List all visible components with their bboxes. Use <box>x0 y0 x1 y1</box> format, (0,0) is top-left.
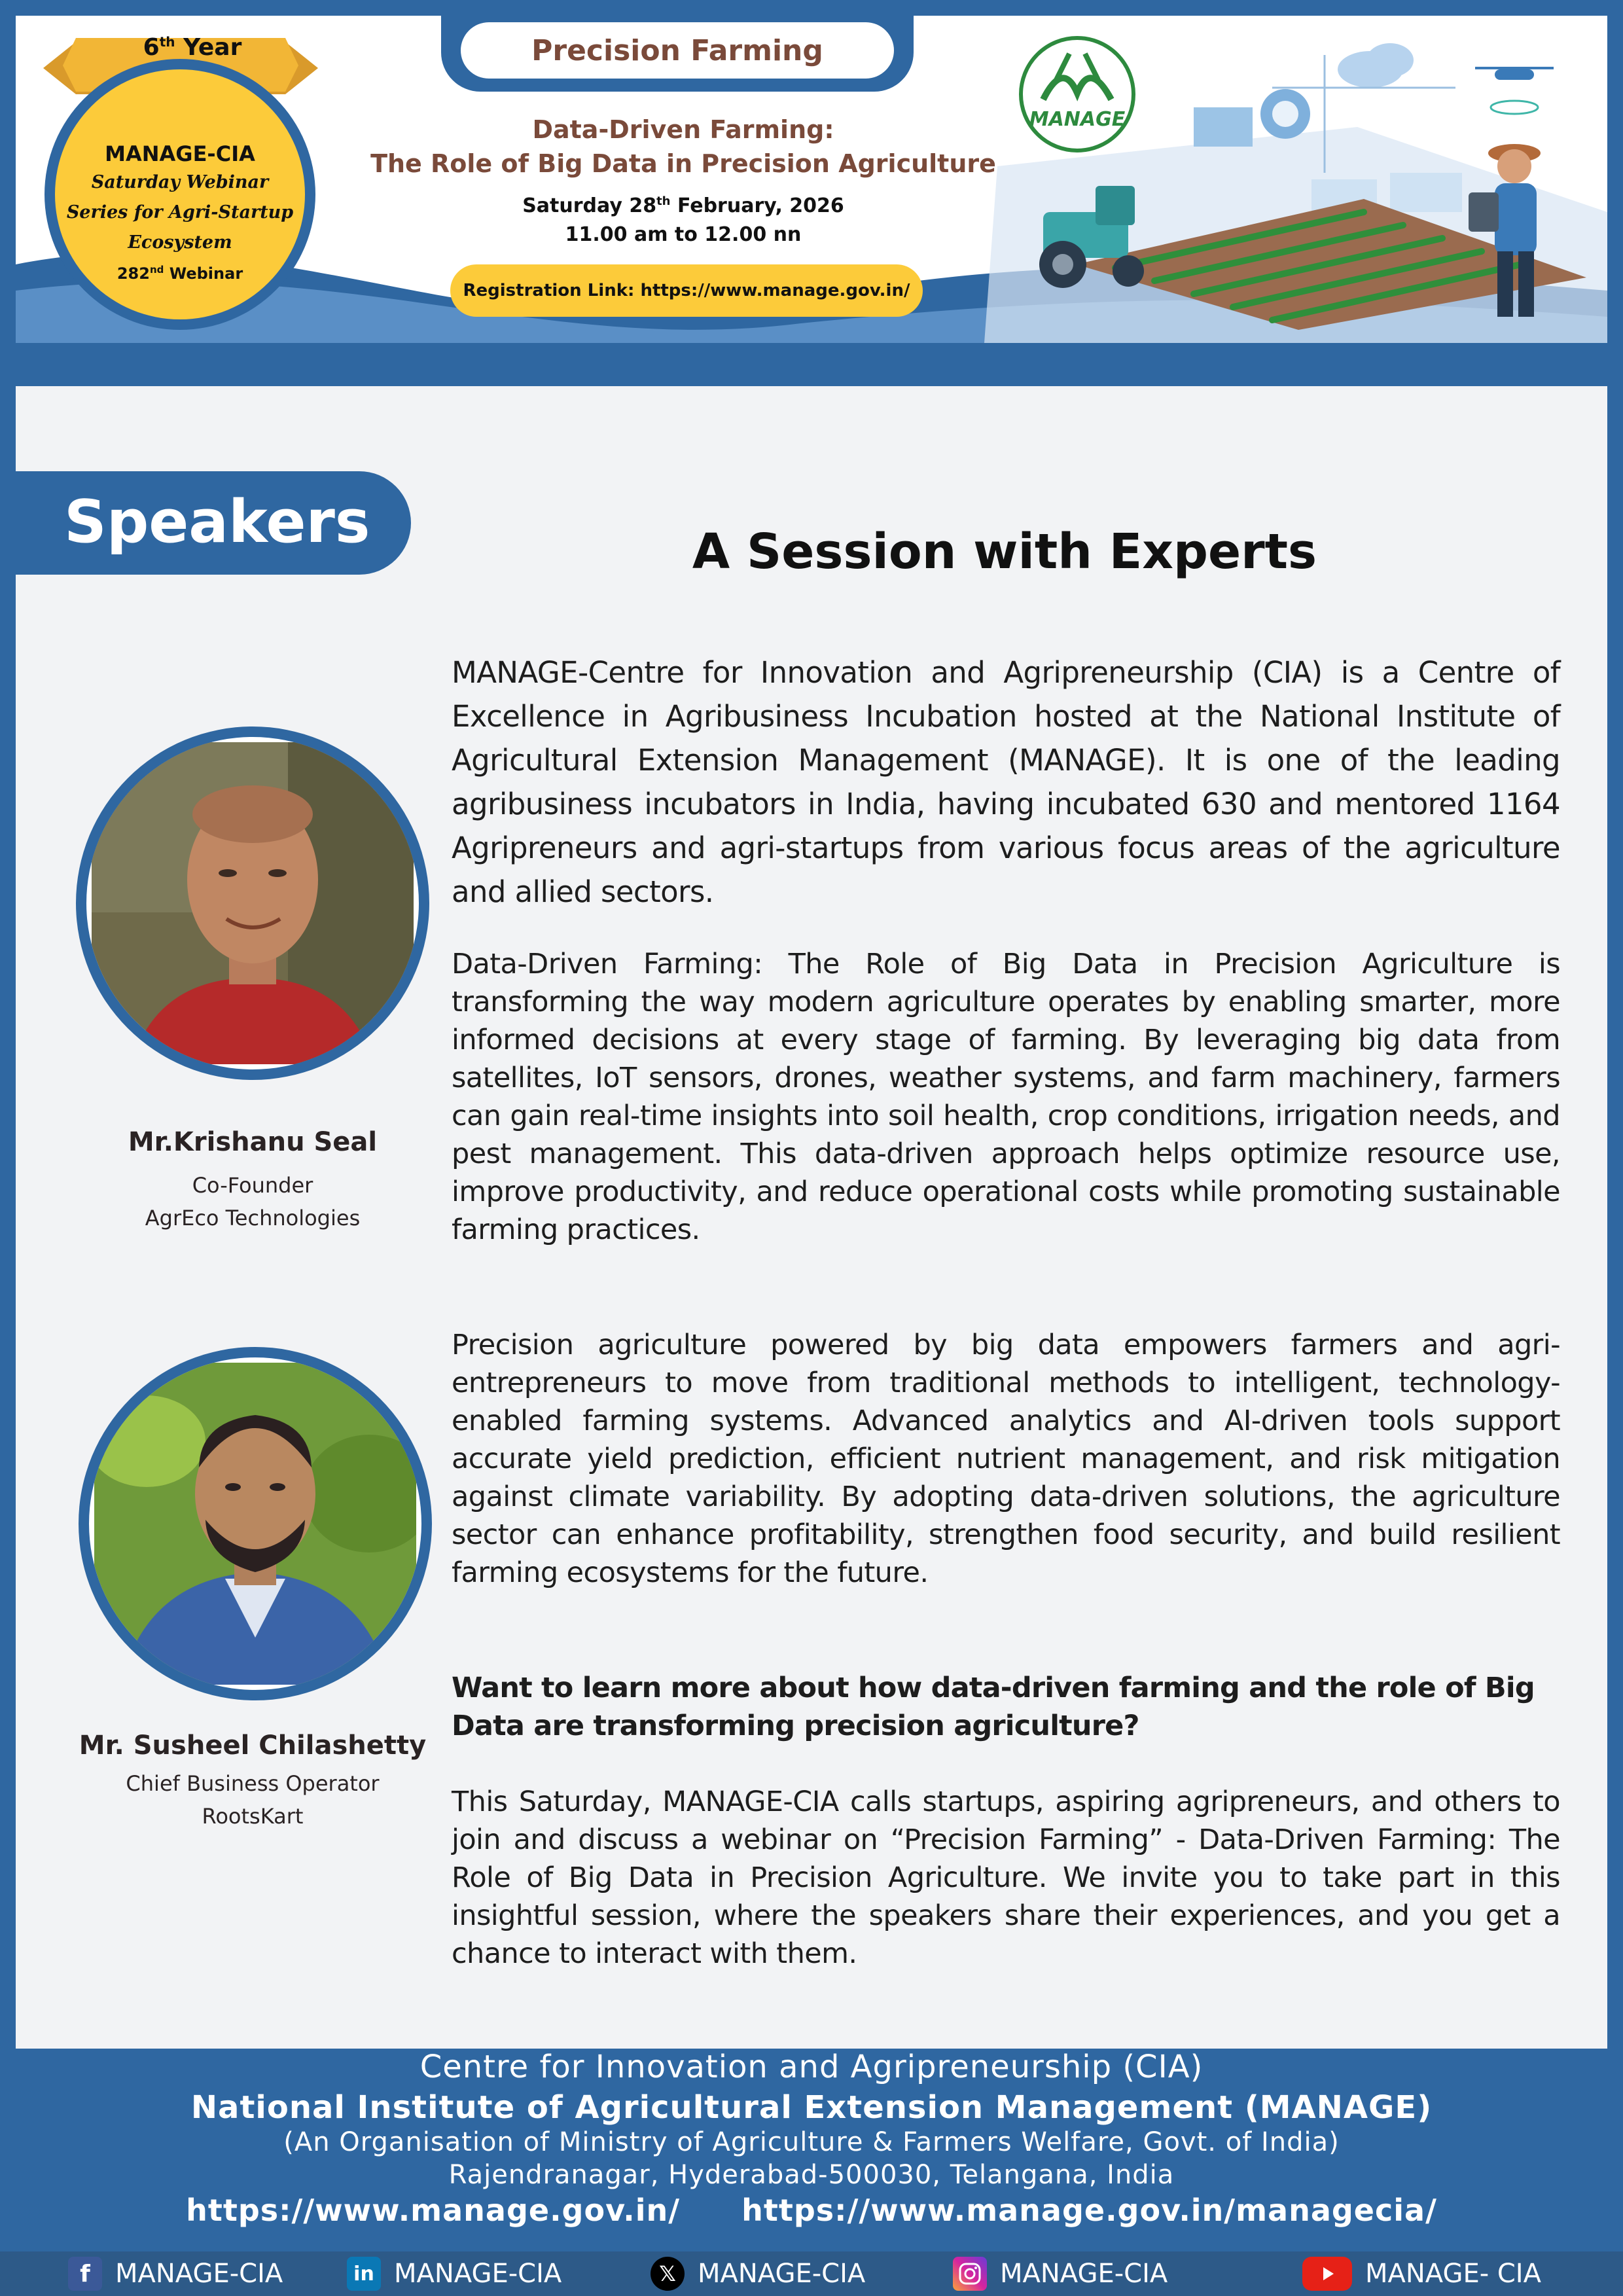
instagram-link[interactable] <box>953 2254 1168 2293</box>
youtube-icon <box>1302 2257 1352 2291</box>
speaker-2-org: RootsKart <box>202 1804 304 1829</box>
footer-address: Rajendranagar, Hyderabad-500030, Telangana, India <box>448 2160 1175 2190</box>
speaker-1-photo <box>76 726 429 1080</box>
footer-institute-name: National Institute of Agricultural Extension Management (MANAGE) <box>190 2089 1433 2126</box>
youtube-label: MANAGE- CIA <box>1365 2259 1541 2289</box>
header-banner <box>16 16 1607 343</box>
invitation-paragraph: This Saturday, MANAGE-CIA calls startups, aspiring agripreneurs, and others to join and discuss a webinar on “Precision Farming” - Data-Driven Farming: The Role of Big Data in Precision Agriculture. We invite you to take part in this insightful session, where the speakers share their experiences, and you get a chance to interact with them. <box>452 1785 1560 1970</box>
webinar-time: 11.00 am to 12.00 nn <box>565 223 802 246</box>
linkedin-link[interactable] <box>347 2254 562 2293</box>
webinar-date: Saturday 28th February, 2026 <box>522 194 844 217</box>
speaker-1-org: AgrEco Technologies <box>145 1206 361 1230</box>
x-link[interactable] <box>651 2254 865 2293</box>
webinar-badge-text <box>55 140 305 285</box>
footer-centre-name: Centre for Innovation and Agripreneurship (CIA) <box>419 2049 1204 2085</box>
call-to-action-question: Want to learn more about how data-driven farming and the role of Big Data are transforming precision agriculture? <box>452 1672 1535 1742</box>
big-data-paragraph: Data-Driven Farming: The Role of Big Data in Precision Agriculture is transforming the way modern agriculture operates by enabling smarter, more informed decisions at every stage of farming. By leveraging big data from satellites, IoT sensors, drones, weather systems, and farm machinery, farmers can gain real-time insights into soil health, crop conditions, irrigation needs, and pest management. This data-driven approach helps optimize resource use, improve productivity, and reduce operational costs while promoting sustainable farming practices. <box>452 948 1560 1246</box>
website-link[interactable]: https://www.manage.gov.in/ <box>186 2193 681 2228</box>
webinar-title-line1: Data-Driven Farming: <box>532 115 834 144</box>
footer-links <box>0 2193 1623 2228</box>
webinar-title <box>317 113 1050 181</box>
svg-text:MANAGE: MANAGE <box>1029 108 1126 131</box>
about-cia-paragraph: MANAGE-Centre for Innovation and Agripreneurship (CIA) is a Centre of Excellence in Agribusiness Incubation hosted at the National Institute of Agricultural Extension Management (MANAGE). It is one of the leading agribusiness incubators in India, having incubated 630 and mentored 1164 Agripreneurs and agri-startups from various focus areas of the agriculture and allied sectors. <box>452 655 1560 909</box>
badge-series-2: Series for Agri-Startup <box>66 202 294 223</box>
instagram-label: MANAGE-CIA <box>1000 2259 1168 2289</box>
session-heading: A Session with Experts <box>692 524 1317 580</box>
speaker-2-photo-frame <box>89 1357 421 1690</box>
speaker-1-role: Co-Founder <box>192 1173 313 1198</box>
precision-farming-illustration <box>997 29 1586 330</box>
year-ribbon-label: 6th Year <box>143 34 242 61</box>
x-label: MANAGE-CIA <box>698 2259 866 2289</box>
badge-series: Saturday Webinar <box>91 172 269 192</box>
speaker-2-photo <box>79 1347 432 1700</box>
footer-organisation: (An Organisation of Ministry of Agriculture & Farmers Welfare, Govt. of India) <box>283 2127 1340 2157</box>
speakers-heading: Speakers <box>64 487 370 556</box>
webinar-title-line2: The Role of Big Data in Precision Agriculture <box>370 149 996 178</box>
badge-webinar-number: 282nd Webinar <box>116 264 243 283</box>
x-icon: 𝕏 <box>651 2257 685 2291</box>
linkedin-label: MANAGE-CIA <box>394 2259 562 2289</box>
speaker-2-role: Chief Business Operator <box>126 1771 380 1796</box>
webinar-schedule <box>448 187 919 249</box>
facebook-link[interactable] <box>68 2254 283 2293</box>
linkedin-icon: in <box>347 2257 381 2291</box>
instagram-icon <box>953 2257 987 2291</box>
youtube-link[interactable] <box>1302 2254 1541 2293</box>
precision-ag-paragraph: Precision agriculture powered by big data empowers farmers and agri-entrepreneurs to move from traditional methods to intelligent, technology-enabled farming systems. Advanced analytics and AI-driven tools support accurate yield prediction, efficient nutrient management, and risk mitigation against climate variability. By adopting data-driven solutions, the agriculture sector can enhance profitability, strengthen food security, and build resilient farming ecosystems for the future. <box>452 1329 1560 1589</box>
badge-series-3: Ecosystem <box>128 232 232 253</box>
speaker-1-photo-frame <box>86 737 419 1069</box>
topic-pill <box>461 22 894 79</box>
facebook-icon: f <box>68 2257 102 2291</box>
registration-link[interactable]: Registration Link: https://www.manage.gov.in/ <box>450 264 923 317</box>
managecia-link[interactable]: https://www.manage.gov.in/managecia/ <box>741 2193 1437 2228</box>
speaker-1-portrait <box>92 742 414 1064</box>
facebook-label: MANAGE-CIA <box>115 2259 283 2289</box>
badge-org: MANAGE-CIA <box>105 141 255 166</box>
topic-title: Precision Farming <box>531 33 823 67</box>
speaker-1-name: Mr.Krishanu Seal <box>128 1127 378 1157</box>
speaker-2-portrait <box>94 1363 416 1685</box>
speaker-2-name: Mr. Susheel Chilashetty <box>79 1731 427 1761</box>
